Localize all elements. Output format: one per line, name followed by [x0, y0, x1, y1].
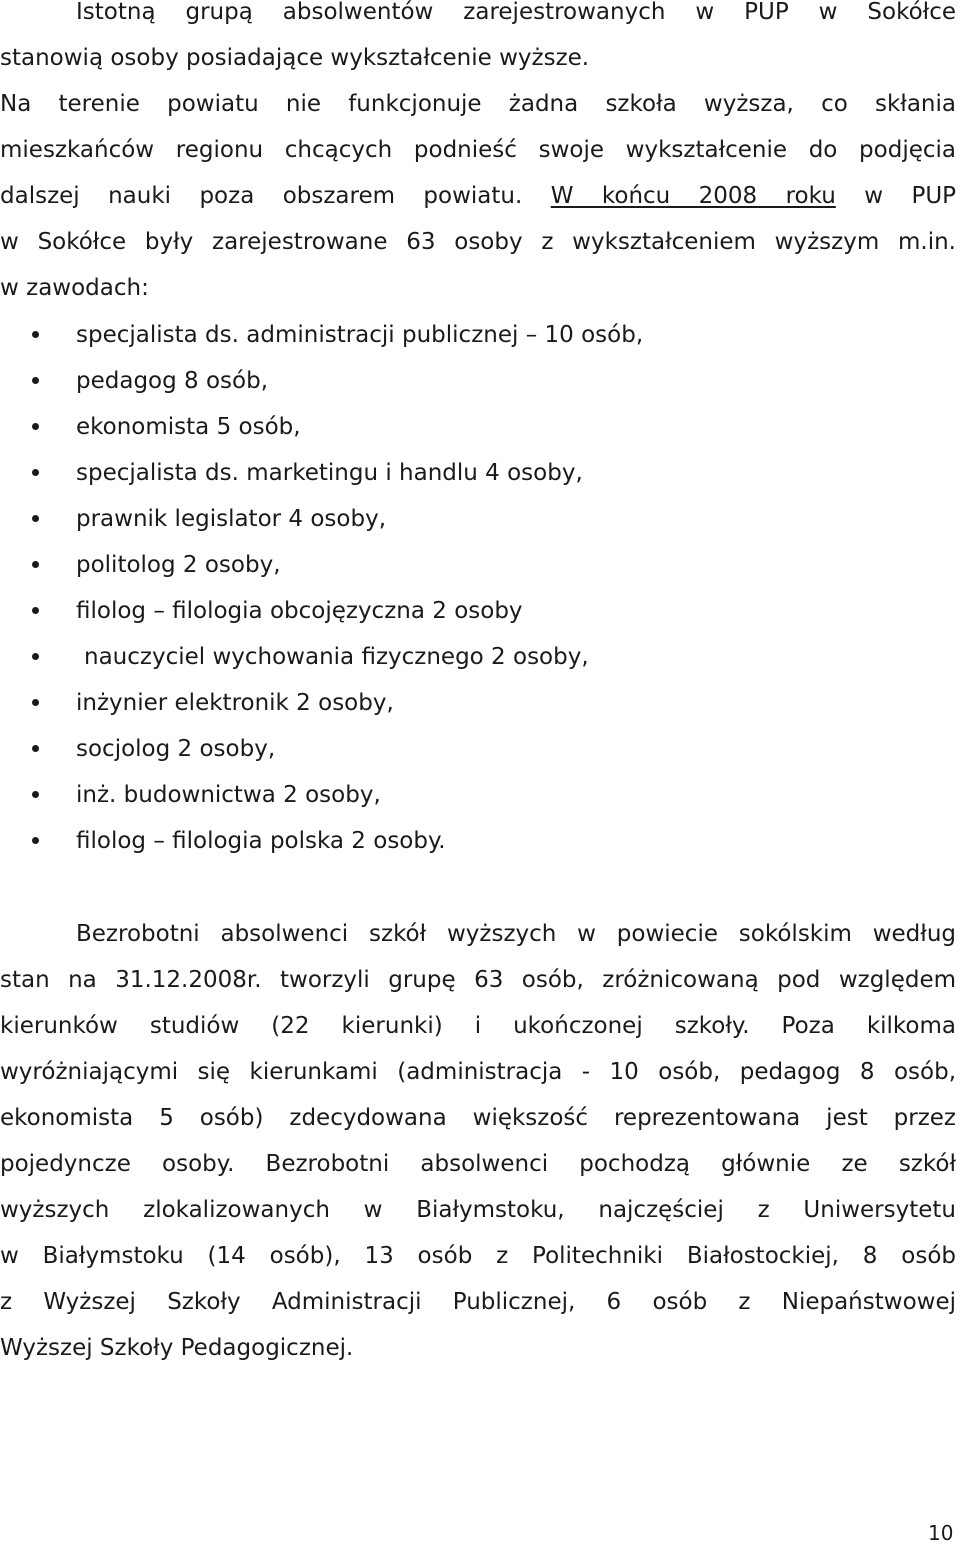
list-item: pedagog 8 osób,: [0, 366, 900, 396]
bullet-icon: [32, 607, 39, 614]
intro-line-4: mieszkańców regionu chcących podnieść swoje wykształcenie do podjęcia: [0, 137, 956, 163]
list-item: nauczyciel wychowania fizycznego 2 osoby,: [0, 642, 900, 672]
bullet-icon: [32, 515, 39, 522]
underlined-phrase: W końcu 2008 roku: [550, 183, 836, 209]
summary-line-10: Wyższej Szkoły Pedagogicznej.: [0, 1335, 354, 1361]
list-item: filolog – filologia obcojęzyczna 2 osoby: [0, 596, 900, 626]
list-item: politolog 2 osoby,: [0, 550, 900, 580]
list-item: inżynier elektronik 2 osoby,: [0, 688, 900, 718]
intro-line-5-text: dalszej nauki poza obszarem powiatu.: [0, 183, 523, 209]
list-item: filolog – filologia polska 2 osoby.: [0, 826, 900, 856]
intro-line-7: w zawodach:: [0, 275, 149, 301]
list-item: socjolog 2 osoby,: [0, 734, 900, 764]
list-item: prawnik legislator 4 osoby,: [0, 504, 900, 534]
summary-line-5: ekonomista 5 osób) zdecydowana większość reprezentowana jest przez: [0, 1105, 956, 1131]
summary-line-1: Bezrobotni absolwenci szkół wyższych w powiecie sokólskim według: [76, 921, 956, 947]
page-number: 10: [928, 1521, 954, 1545]
bullet-icon: [32, 423, 39, 430]
list-item: inż. budownictwa 2 osoby,: [0, 780, 900, 810]
summary-line-9: z Wyższej Szkoły Administracji Publicznej, 6 osób z Niepaństwowej: [0, 1289, 956, 1315]
summary-line-4: wyróżniającymi się kierunkami (administracja - 10 osób, pedagog 8 osób,: [0, 1059, 956, 1085]
bullet-icon: [32, 699, 39, 706]
bullet-icon: [32, 331, 39, 338]
intro-line-6: w Sokółce były zarejestrowane 63 osoby z wykształceniem wyższym m.in.: [0, 229, 956, 255]
summary-line-6: pojedyncze osoby. Bezrobotni absolwenci pochodzą głównie ze szkół: [0, 1151, 956, 1177]
summary-line-7: wyższych zlokalizowanych w Białymstoku, najczęściej z Uniwersytetu: [0, 1197, 956, 1223]
bullet-icon: [32, 791, 39, 798]
bullet-icon: [32, 653, 39, 660]
bullet-icon: [32, 469, 39, 476]
intro-line-3: Na terenie powiatu nie funkcjonuje żadna szkoła wyższa, co skłania: [0, 91, 956, 117]
summary-line-2: stan na 31.12.2008r. tworzyli grupę 63 osób, zróżnicowaną pod względem: [0, 967, 956, 993]
bullet-icon: [32, 745, 39, 752]
list-item: ekonomista 5 osób,: [0, 412, 900, 442]
intro-line-1: Istotną grupą absolwentów zarejestrowanych w PUP w Sokółce: [76, 0, 956, 25]
list-item: specjalista ds. marketingu i handlu 4 osoby,: [0, 458, 900, 488]
intro-line-5-tail: w PUP: [864, 183, 957, 209]
bullet-icon: [32, 837, 39, 844]
bullet-icon: [32, 561, 39, 568]
summary-line-3: kierunków studiów (22 kierunki) i ukończonej szkoły. Poza kilkoma: [0, 1013, 956, 1039]
bullet-icon: [32, 377, 39, 384]
intro-line-2: stanowią osoby posiadające wykształcenie wyższe.: [0, 45, 590, 71]
intro-line-5: [0, 181, 956, 211]
summary-line-8: w Białymstoku (14 osób), 13 osób z Politechniki Białostockiej, 8 osób: [0, 1243, 956, 1269]
list-item: specjalista ds. administracji publicznej – 10 osób,: [0, 320, 900, 350]
